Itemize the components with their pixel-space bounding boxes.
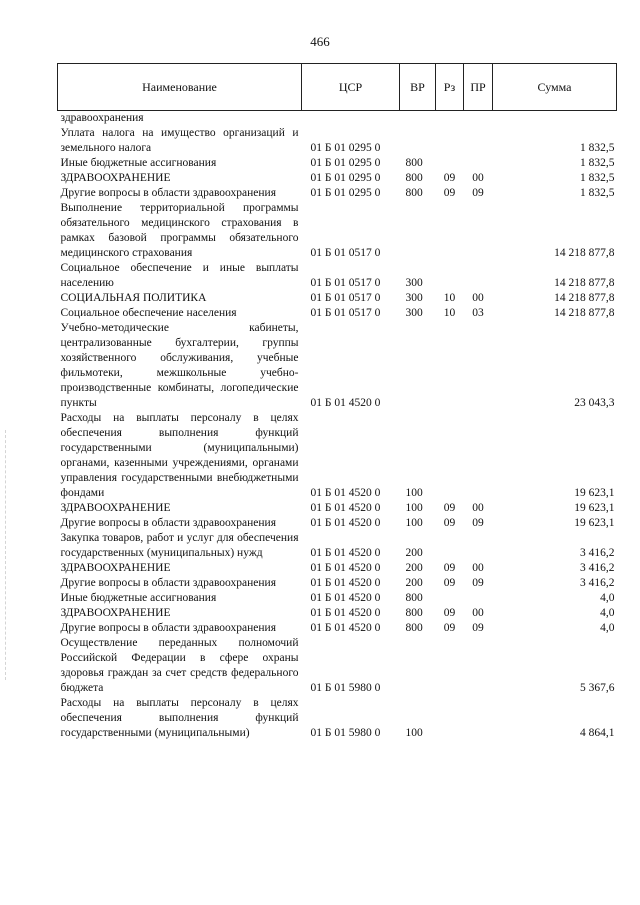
row-vr — [400, 321, 436, 411]
row-rz — [436, 126, 464, 156]
table-row — [58, 411, 617, 501]
table-row — [58, 156, 617, 171]
row-csr: 01 Б 01 4520 0 — [310, 397, 381, 409]
row-sum: 3 416,2 — [580, 547, 615, 559]
row-name: ЗДРАВООХРАНЕНИЕ — [60, 502, 171, 514]
row-pr — [464, 261, 493, 291]
row-name: Осуществление переданных полномочий Российской Федерации в сфере охраны здоровья граждан за счет средств федерального бюджета — [60, 637, 299, 694]
table-row — [58, 126, 617, 156]
row-vr: 300 — [405, 307, 423, 319]
header-pr: ПР — [464, 64, 493, 111]
row-name: СОЦИАЛЬНАЯ ПОЛИТИКА — [60, 292, 207, 304]
row-csr: 01 Б 01 4520 0 — [310, 487, 381, 499]
row-csr: 01 Б 01 4520 0 — [310, 607, 381, 619]
row-rz — [436, 156, 464, 171]
page-number: 466 — [310, 34, 330, 49]
row-vr — [400, 636, 436, 696]
row-pr: 09 — [472, 622, 484, 634]
row-sum: 3 416,2 — [580, 577, 615, 589]
header-name: Наименование — [58, 64, 302, 111]
row-csr: 01 Б 01 4520 0 — [310, 622, 381, 634]
row-sum: 1 832,5 — [580, 157, 615, 169]
row-sum: 4 864,1 — [580, 727, 615, 739]
row-pr: 09 — [472, 517, 484, 529]
row-name: ЗДРАВООХРАНЕНИЕ — [60, 562, 171, 574]
row-sum: 5 367,6 — [580, 682, 615, 694]
row-pr: 00 — [472, 502, 484, 514]
row-csr: 01 Б 01 4520 0 — [310, 562, 381, 574]
table-row — [58, 591, 617, 606]
row-rz: 09 — [443, 607, 456, 619]
table-row — [58, 576, 617, 591]
row-pr — [464, 696, 493, 741]
row-sum: 4,0 — [600, 607, 615, 619]
row-name: Другие вопросы в области здравоохранения — [60, 517, 276, 529]
row-sum: 4,0 — [600, 622, 615, 634]
budget-table — [57, 63, 617, 741]
row-vr: 800 — [405, 622, 423, 634]
row-csr: 01 Б 01 4520 0 — [310, 517, 381, 529]
header-csr: ЦСР — [302, 64, 400, 111]
table-row — [58, 261, 617, 291]
row-pr — [464, 111, 493, 127]
row-name: Другие вопросы в области здравоохранения — [60, 622, 276, 634]
row-csr: 01 Б 01 5980 0 — [310, 727, 381, 739]
row-name: Закупка товаров, работ и услуг для обеспечения государственных (муниципальных) нужд — [60, 532, 299, 559]
table-row — [58, 606, 617, 621]
row-name: ЗДРАВООХРАНЕНИЕ — [60, 607, 171, 619]
row-vr: 200 — [405, 547, 423, 559]
row-csr — [302, 111, 400, 127]
row-csr: 01 Б 01 4520 0 — [310, 592, 381, 604]
table-row — [58, 636, 617, 696]
row-pr: 00 — [472, 607, 484, 619]
row-rz: 09 — [443, 187, 456, 199]
row-vr: 800 — [405, 607, 423, 619]
margin-marks — [5, 430, 8, 680]
row-pr: 00 — [472, 292, 484, 304]
table-row — [58, 111, 617, 127]
row-rz: 09 — [443, 622, 456, 634]
table-row — [58, 186, 617, 201]
row-vr: 200 — [405, 562, 423, 574]
row-rz: 09 — [443, 517, 456, 529]
row-sum: 14 218 877,8 — [554, 277, 615, 289]
row-name: Иные бюджетные ассигнования — [60, 157, 217, 169]
row-vr: 100 — [405, 487, 423, 499]
row-csr: 01 Б 01 0295 0 — [310, 142, 381, 154]
row-pr — [464, 531, 493, 561]
row-rz — [436, 111, 464, 127]
row-name: Уплата налога на имущество организаций и земельного налога — [60, 127, 299, 154]
row-pr: 03 — [472, 307, 484, 319]
row-rz — [436, 531, 464, 561]
table-row — [58, 696, 617, 741]
table-body — [58, 111, 617, 742]
row-rz — [436, 411, 464, 501]
row-pr — [464, 126, 493, 156]
row-rz — [436, 696, 464, 741]
row-rz — [436, 321, 464, 411]
row-pr: 09 — [472, 187, 484, 199]
row-pr: 00 — [472, 562, 484, 574]
row-name: Другие вопросы в области здравоохранения — [60, 577, 276, 589]
row-csr: 01 Б 01 0517 0 — [310, 307, 381, 319]
row-name: Социальное обеспечение и иные выплаты населению — [60, 262, 299, 289]
row-sum: 4,0 — [600, 592, 615, 604]
row-rz: 10 — [443, 292, 456, 304]
row-vr: 800 — [405, 172, 423, 184]
row-rz: 09 — [443, 577, 456, 589]
row-csr: 01 Б 01 0517 0 — [310, 247, 381, 259]
header-rz: Рз — [436, 64, 464, 111]
row-csr: 01 Б 01 4520 0 — [310, 547, 381, 559]
row-vr: 300 — [405, 292, 423, 304]
row-sum: 14 218 877,8 — [554, 292, 615, 304]
row-name: Выполнение территориальной программы обязательного медицинского страхования в рамках базовой программы обязательного медицинского страхования — [60, 202, 299, 259]
row-csr: 01 Б 01 0517 0 — [310, 292, 381, 304]
row-vr — [400, 111, 436, 127]
row-sum: 1 832,5 — [580, 142, 615, 154]
table-row — [58, 516, 617, 531]
row-pr — [464, 636, 493, 696]
row-name: Другие вопросы в области здравоохранения — [60, 187, 276, 199]
row-sum: 23 043,3 — [574, 397, 615, 409]
row-vr: 200 — [405, 577, 423, 589]
row-vr — [400, 201, 436, 261]
row-rz: 09 — [443, 502, 456, 514]
row-pr: 09 — [472, 577, 484, 589]
row-sum: 19 623,1 — [574, 517, 615, 529]
row-vr — [400, 126, 436, 156]
row-pr: 00 — [472, 172, 484, 184]
row-sum: 19 623,1 — [574, 487, 615, 499]
row-name: Расходы на выплаты персоналу в целях обеспечения выполнения функций государственными (муниципальными) органами, казенными учреждениями, органами управления государственными внебюджетными фондами — [60, 412, 299, 499]
row-name: здравоохранения — [60, 112, 144, 124]
row-name: Социальное обеспечение населения — [60, 307, 237, 319]
row-sum: 1 832,5 — [580, 172, 615, 184]
row-rz — [436, 261, 464, 291]
row-sum: 14 218 877,8 — [554, 307, 615, 319]
row-sum: 14 218 877,8 — [554, 247, 615, 259]
row-vr: 800 — [405, 157, 423, 169]
row-vr: 800 — [405, 592, 423, 604]
table-row — [58, 201, 617, 261]
row-vr: 800 — [405, 187, 423, 199]
row-rz — [436, 636, 464, 696]
table-row — [58, 501, 617, 516]
row-name: Учебно-методические кабинеты, централизованные бухгалтерии, группы хозяйственного обслуживания, учебные фильмотеки, межшкольные учебно-производственные комбинаты, логопедические пункты — [60, 322, 299, 409]
row-rz — [436, 201, 464, 261]
row-vr: 100 — [405, 502, 423, 514]
table-row — [58, 321, 617, 411]
row-rz — [436, 591, 464, 606]
row-pr — [464, 201, 493, 261]
budget-table-container — [57, 63, 616, 741]
row-vr: 300 — [405, 277, 423, 289]
row-vr: 100 — [405, 727, 423, 739]
row-csr: 01 Б 01 0295 0 — [310, 157, 381, 169]
table-row — [58, 306, 617, 321]
table-header-row — [58, 64, 617, 111]
row-csr: 01 Б 01 0295 0 — [310, 172, 381, 184]
table-row — [58, 531, 617, 561]
row-sum: 19 623,1 — [574, 502, 615, 514]
row-rz: 09 — [443, 562, 456, 574]
row-pr — [464, 411, 493, 501]
table-row — [58, 171, 617, 186]
row-csr: 01 Б 01 0517 0 — [310, 277, 381, 289]
row-rz: 09 — [443, 172, 456, 184]
row-csr: 01 Б 01 4520 0 — [310, 502, 381, 514]
table-row — [58, 561, 617, 576]
row-rz: 10 — [443, 307, 456, 319]
row-name: Расходы на выплаты персоналу в целях обеспечения выполнения функций государственными (муниципальными) — [60, 697, 299, 739]
row-pr — [464, 591, 493, 606]
row-pr — [464, 156, 493, 171]
row-vr: 100 — [405, 517, 423, 529]
header-sum: Сумма — [493, 64, 617, 111]
row-name: ЗДРАВООХРАНЕНИЕ — [60, 172, 171, 184]
row-pr — [464, 321, 493, 411]
header-vr: ВР — [400, 64, 436, 111]
row-csr: 01 Б 01 5980 0 — [310, 682, 381, 694]
row-csr: 01 Б 01 4520 0 — [310, 577, 381, 589]
row-sum — [493, 111, 617, 127]
row-sum: 3 416,2 — [580, 562, 615, 574]
row-csr: 01 Б 01 0295 0 — [310, 187, 381, 199]
table-row — [58, 621, 617, 636]
row-name: Иные бюджетные ассигнования — [60, 592, 217, 604]
table-row — [58, 291, 617, 306]
row-sum: 1 832,5 — [580, 187, 615, 199]
